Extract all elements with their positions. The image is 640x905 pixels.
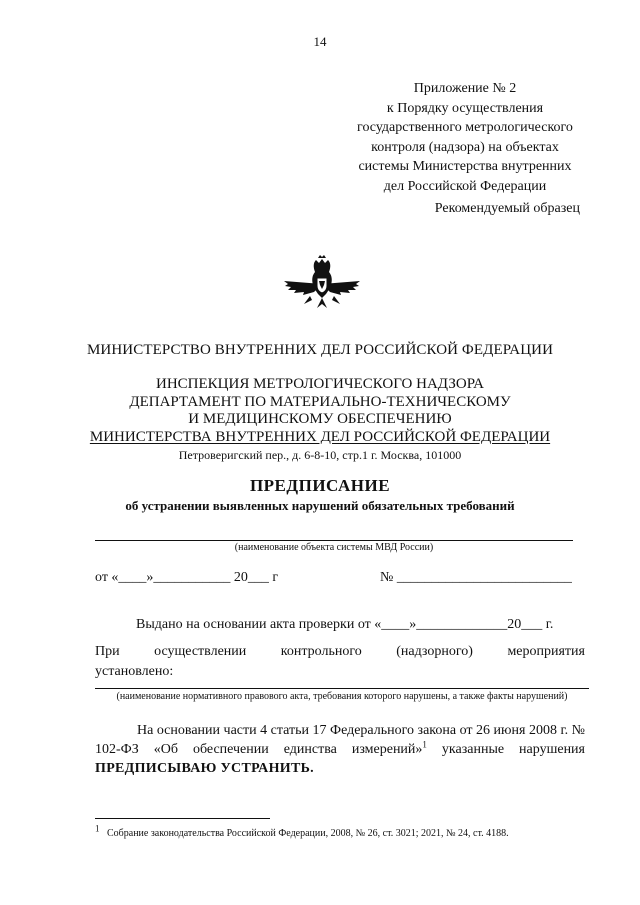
control-paragraph-line1: При осуществлении контрольного (надзорного) мероприятия (95, 644, 585, 659)
mvd-emblem-icon (282, 254, 362, 318)
appendix-block (330, 79, 600, 196)
address: Петроверигский пер., д. 6-8-10, стр.1 г. Москва, 101000 (178, 448, 462, 462)
control-paragraph-line2: установлено: (95, 664, 174, 679)
appendix-line: Приложение № 2 (413, 81, 517, 96)
inspection-header (60, 376, 580, 446)
page-number: 14 (313, 34, 327, 49)
document-title: ПРЕДПИСАНИЕ (249, 476, 391, 495)
basis-paragraph (95, 721, 585, 778)
appendix-line: к Порядку осуществления (386, 100, 544, 116)
basis-text: На основании части 4 статьи 17 Федерального закона от 26 июня 2008 г. № 102-ФЗ «Об обеспечении единства измерений» (95, 723, 585, 757)
footnote-separator (95, 818, 270, 819)
footnote (95, 823, 509, 839)
footnote-mark: 1 (95, 823, 100, 834)
ministry-line: МИНИСТЕРСТВА ВНУТРЕННИХ ДЕЛ РОССИЙСКОЙ ФЕДЕРАЦИИ (89, 428, 551, 445)
appendix-line: системы Министерства внутренних (358, 159, 572, 174)
appendix-line: дел Российской Федерации (383, 178, 547, 194)
issued-line: Выдано на основании акта проверки от «____»_____________20___ г. (136, 617, 554, 632)
appendix-line: государственного метрологического (357, 120, 573, 135)
basis-text-after: указанные нарушения (426, 742, 585, 757)
ministry-name: МИНИСТЕРСТВО ВНУТРЕННИХ ДЕЛ РОССИЙСКОЙ ФЕДЕРАЦИИ (87, 342, 553, 358)
department-line: И МЕДИЦИНСКОМУ ОБЕСПЕЧЕНИЮ (188, 411, 452, 427)
sample-label: Рекомендуемый образец (434, 201, 580, 216)
violations-caption: (наименование нормативного правового акта, требования которого нарушены, а также факты нарушений) (116, 691, 568, 702)
document-subtitle: об устранении выявленных нарушений обязательных требований (125, 498, 515, 513)
date-line: от «____»___________ 20___ г (95, 570, 279, 585)
appendix-line: контроля (надзора) на объектах (371, 139, 559, 155)
number-line: № _________________________ (380, 570, 572, 585)
department-line: ДЕПАРТАМЕНТ ПО МАТЕРИАЛЬНО-ТЕХНИЧЕСКОМУ (129, 393, 511, 410)
footnote-ref: 1 (422, 739, 427, 750)
order-text: ПРЕДПИСЫВАЮ УСТРАНИТЬ. (95, 761, 314, 776)
violations-line (95, 688, 589, 689)
object-name-caption: (наименование объекта системы МВД России) (234, 542, 434, 553)
inspection-line: ИНСПЕКЦИЯ МЕТРОЛОГИЧЕСКОГО НАДЗОРА (155, 376, 484, 392)
object-name-line (95, 540, 573, 541)
footnote-text: Собрание законодательства Российской Федерации, 2008, № 26, ст. 3021; 2021, № 24, ст. 4188. (107, 828, 509, 839)
